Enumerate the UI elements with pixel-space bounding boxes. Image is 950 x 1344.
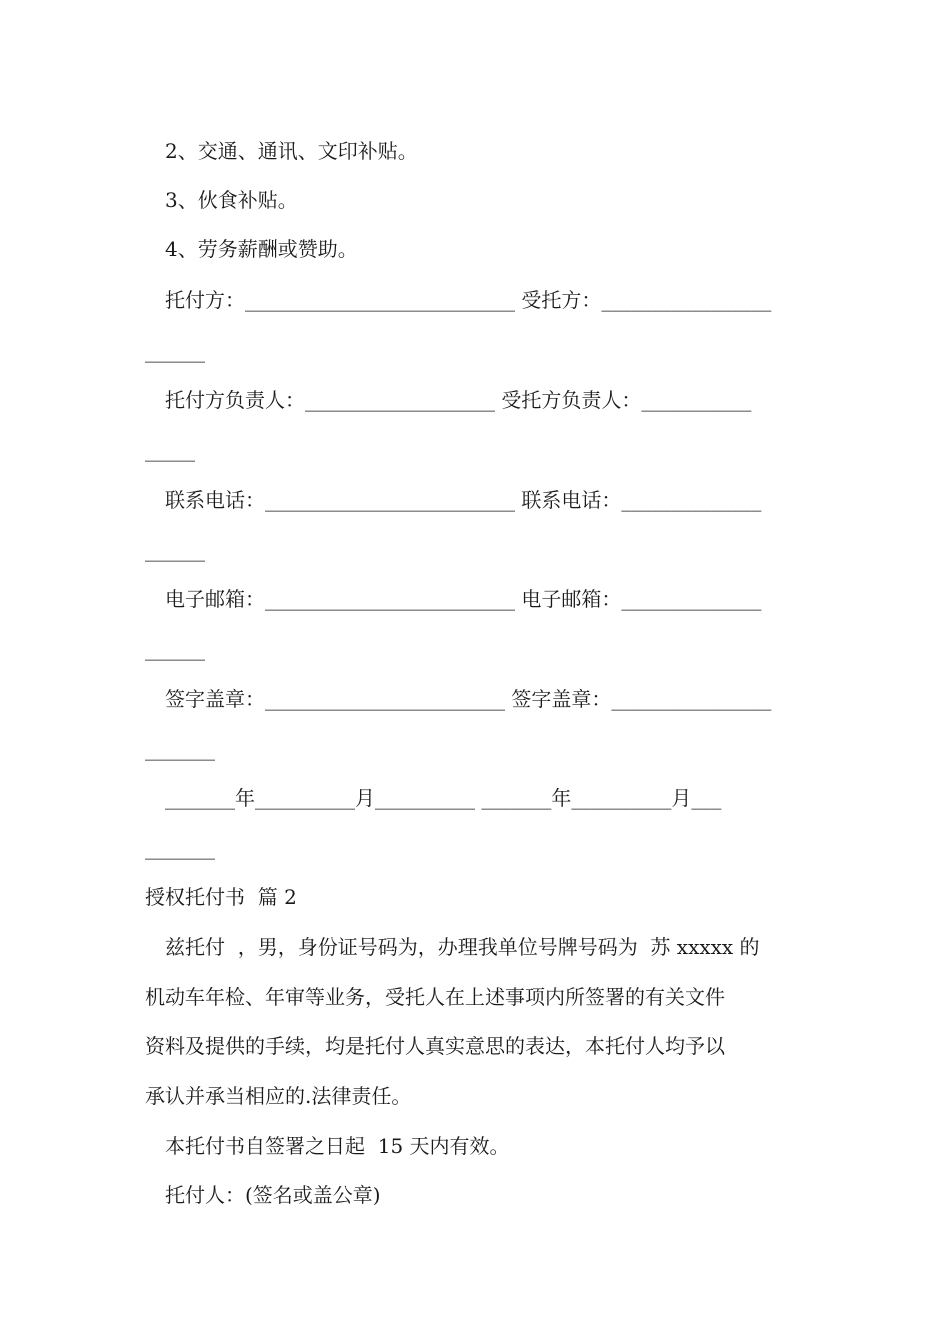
validity-text: 本托付书自签署之日起 15 天内有效。: [165, 1134, 510, 1158]
form-line-delegator: 托付方：___________________________ 受托方：_________________: [165, 288, 772, 312]
form-line-continuation: ______: [145, 339, 205, 363]
paragraph-line: 兹托付 ，男，身份证号码为，办理我单位号牌号码为 苏 xxxxx 的: [165, 935, 760, 959]
form-line-continuation: ______: [145, 538, 205, 562]
form-line-email: 电子邮箱：_________________________ 电子邮箱：______________: [165, 587, 762, 611]
form-line-continuation: _____: [145, 438, 195, 462]
form-line-person-in-charge: 托付方负责人：___________________ 受托方负责人：___________: [165, 388, 752, 412]
form-line-date: _______年__________月__________ _______年__________月___: [165, 786, 722, 810]
list-item: 3、伙食补贴。: [165, 188, 298, 212]
paragraph-line: 承认并承当相应的.法律责任。: [145, 1084, 412, 1108]
section-title: 授权托付书 篇 2: [145, 885, 297, 909]
form-line-continuation: _______: [145, 836, 215, 860]
list-item: 4、劳务薪酬或赞助。: [165, 237, 358, 261]
signer-text: 托付人：(签名或盖公章): [165, 1183, 381, 1207]
form-line-phone: 联系电话：_________________________ 联系电话：______________: [165, 488, 762, 512]
form-line-signature: 签字盖章：________________________ 签字盖章：________________: [165, 687, 772, 711]
list-item: 2、交通、通讯、文印补贴。: [165, 139, 418, 163]
form-line-continuation: _______: [145, 737, 215, 761]
paragraph-line: 机动车年检、年审等业务，受托人在上述事项内所签署的有关文件: [145, 985, 725, 1009]
paragraph-line: 资料及提供的手续，均是托付人真实意思的表达，本托付人均予以: [145, 1034, 725, 1058]
form-line-continuation: ______: [145, 637, 205, 661]
